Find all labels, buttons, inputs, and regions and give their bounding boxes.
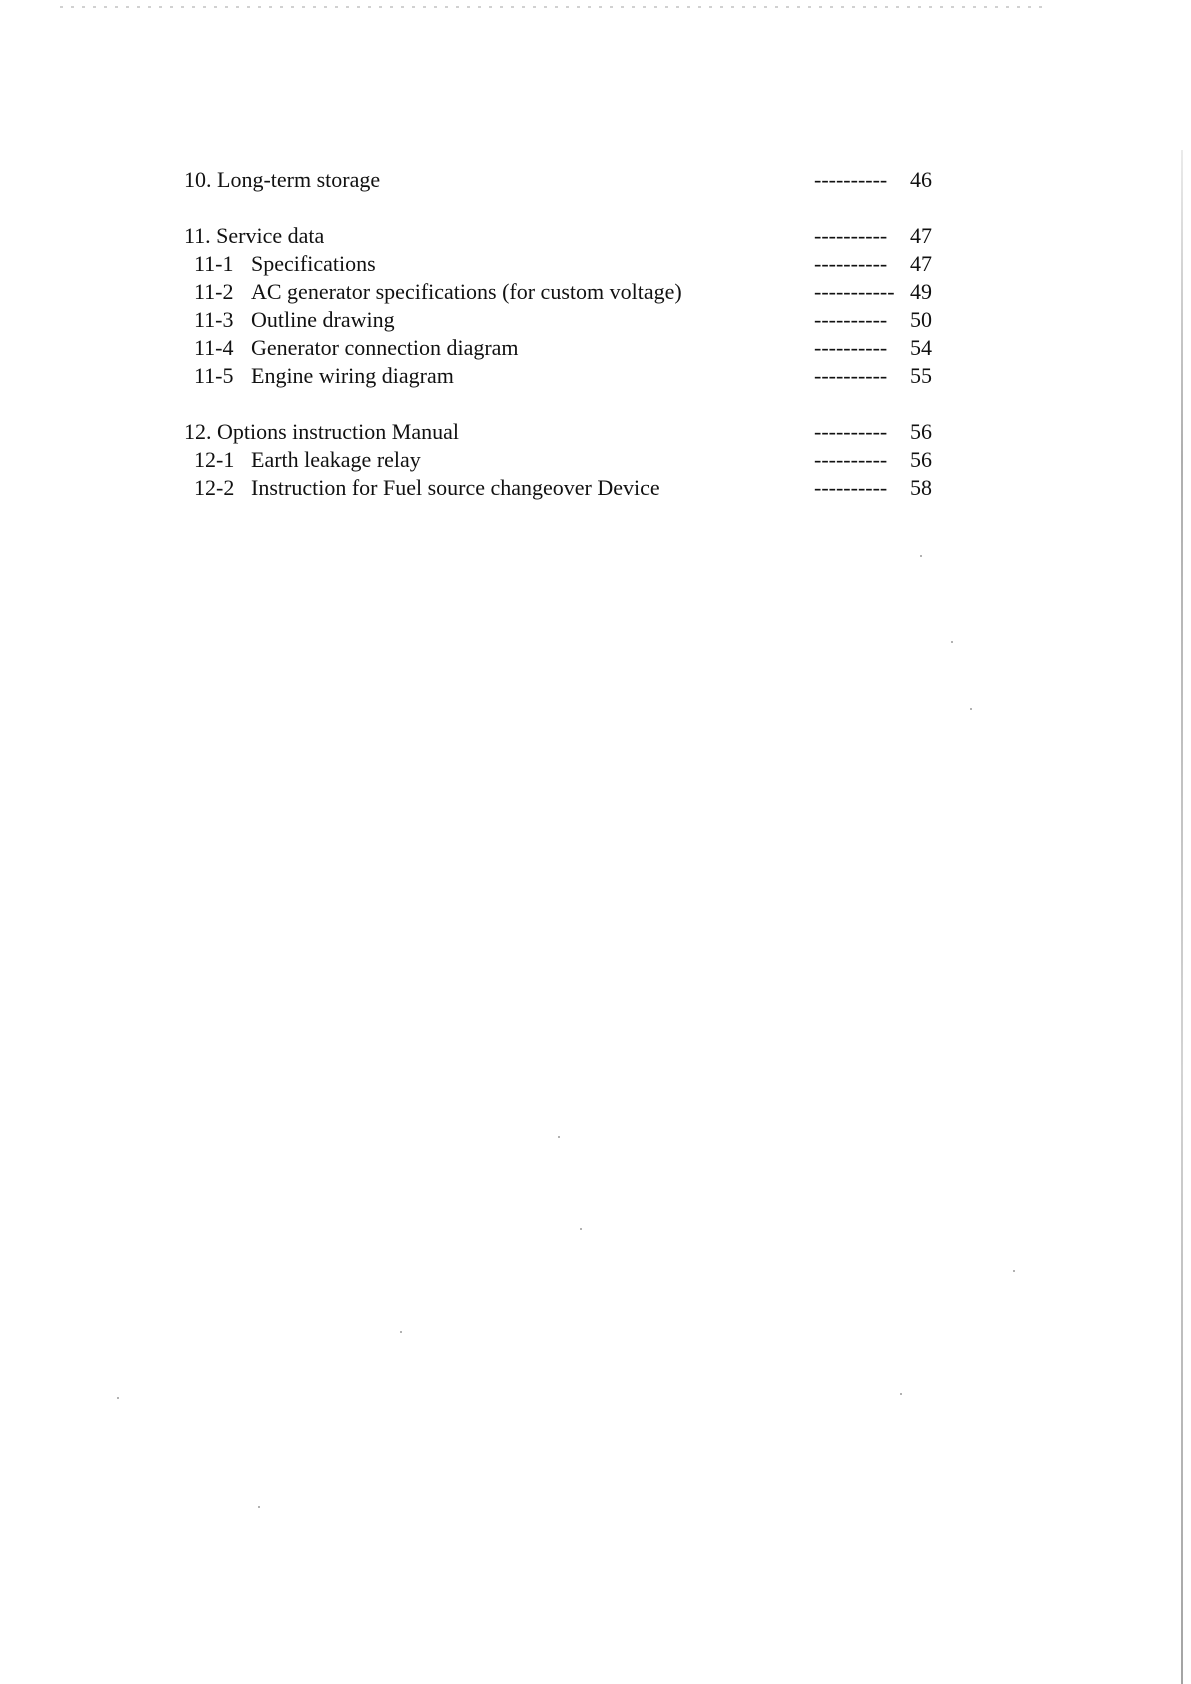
toc-leader: ---------- [814,167,888,192]
toc-section-12 [184,418,944,502]
toc-section-11 [184,222,944,390]
toc-page-number: 49 [910,279,932,304]
toc-leader: ---------- [814,223,888,248]
toc-item-number: 12-2 [194,475,235,500]
scan-speck [900,1393,902,1395]
toc-section-10 [184,166,944,194]
scan-speck [258,1506,260,1508]
toc-page-number: 50 [910,307,932,332]
toc-page-number: 56 [910,419,932,444]
scan-speck [1013,1270,1015,1272]
toc-item-title: AC generator specifications (for custom voltage) [251,279,682,304]
toc-heading-label: 12. Options instruction Manual [184,419,459,444]
toc-item-title: Specifications [251,251,376,276]
toc-item-number: 11-2 [194,279,234,304]
toc-leader: ---------- [814,447,888,472]
toc-item-row[interactable] [184,334,944,362]
toc-item-title: Generator connection diagram [251,335,519,360]
toc-page-number: 58 [910,475,932,500]
scan-artifact-top [60,6,1050,8]
scan-speck [117,1397,119,1399]
toc-heading-row[interactable] [184,166,944,194]
toc-leader: ---------- [814,419,888,444]
toc-page-number: 47 [910,251,932,276]
toc-item-row[interactable] [184,278,944,306]
scan-edge-right [1181,150,1183,1684]
toc-page-number: 56 [910,447,932,472]
toc-item-row[interactable] [184,250,944,278]
toc-item-number: 11-1 [194,251,234,276]
toc-leader: ---------- [814,251,888,276]
toc-item-title: Instruction for Fuel source changeover Device [251,475,660,500]
toc-page-number: 54 [910,335,932,360]
toc-item-row[interactable] [184,362,944,390]
toc-item-title: Outline drawing [251,307,395,332]
toc-leader: ---------- [814,335,888,360]
toc-item-row[interactable] [184,446,944,474]
scan-speck [400,1331,402,1333]
toc-item-number: 12-1 [194,447,235,472]
toc-heading-label: 11. Service data [184,223,325,248]
toc-page-number: 55 [910,363,932,388]
toc-item-title: Earth leakage relay [251,447,421,472]
toc-leader: ---------- [814,307,888,332]
scan-speck [951,641,953,643]
toc-heading-label: 10. Long-term storage [184,167,381,192]
toc-item-number: 11-3 [194,307,234,332]
toc-item-number: 11-5 [194,363,234,388]
table-of-contents [184,166,944,530]
scan-speck [970,708,972,710]
scan-speck [558,1136,560,1138]
toc-leader: ----------- [814,279,895,304]
toc-item-number: 11-4 [194,335,234,360]
toc-item-row[interactable] [184,474,944,502]
toc-heading-row[interactable] [184,418,944,446]
toc-page-number: 46 [910,167,932,192]
toc-leader: ---------- [814,363,888,388]
scan-speck [580,1228,582,1230]
toc-item-title: Engine wiring diagram [251,363,454,388]
toc-page-number: 47 [910,223,932,248]
toc-leader: ---------- [814,475,888,500]
toc-heading-row[interactable] [184,222,944,250]
toc-item-row[interactable] [184,306,944,334]
scan-speck [920,555,922,557]
